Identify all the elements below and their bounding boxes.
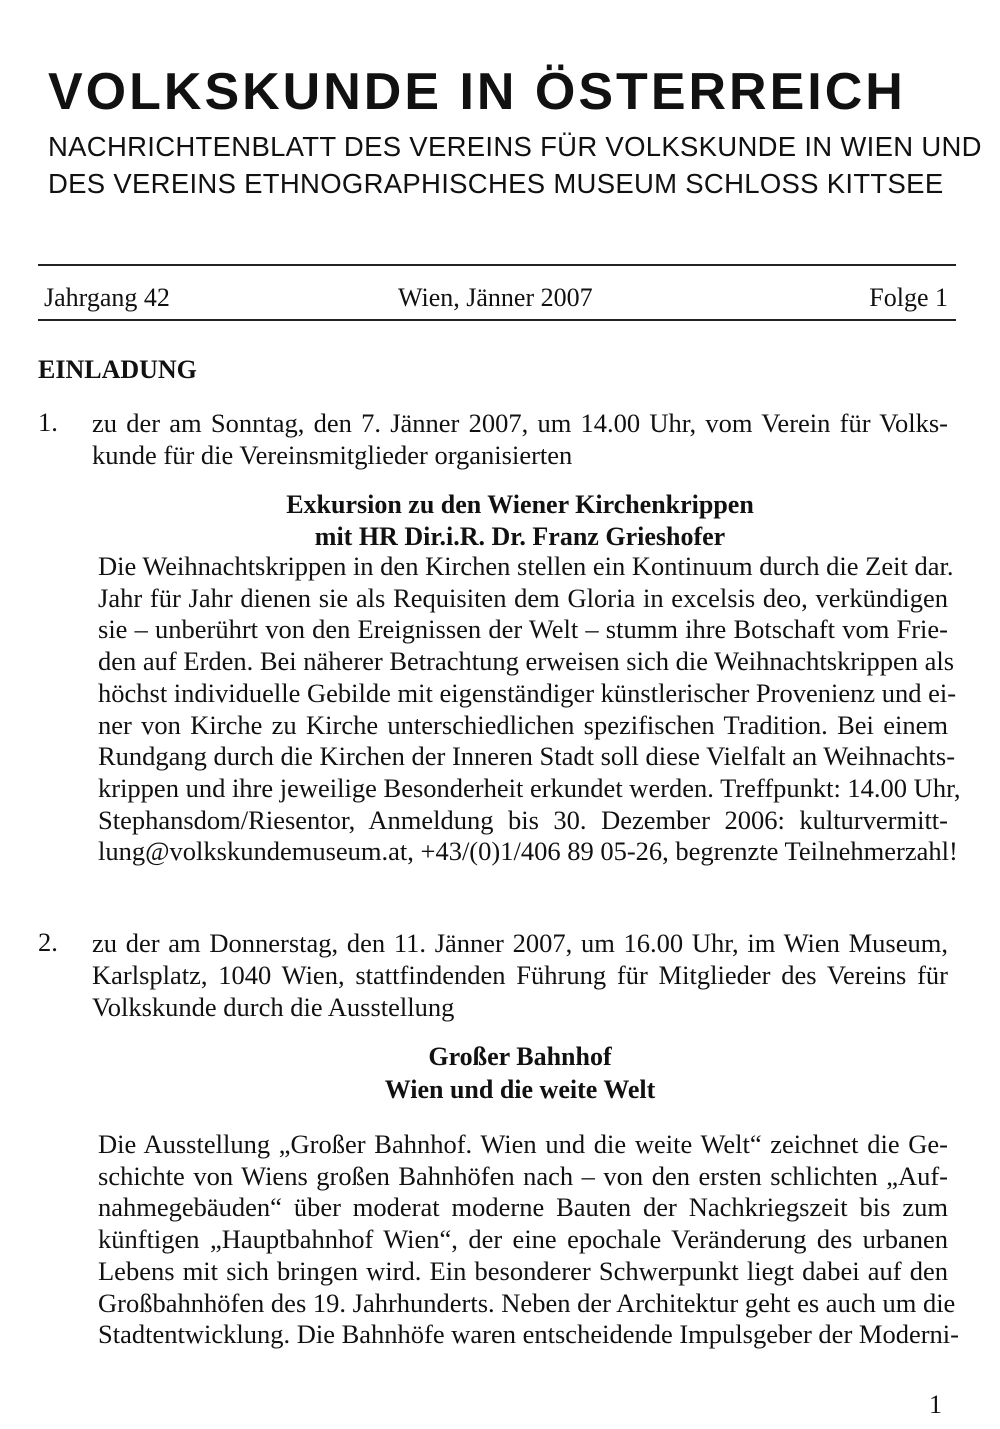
body-line: Rundgang durch die Kirchen der Inneren Stadt soll diese Vielfalt an Weihnachts- bbox=[98, 741, 956, 772]
body-line: Jahr für Jahr dienen sie als Requisiten dem Gloria in excelsis deo, verkündigen bbox=[98, 582, 948, 613]
masthead-subtitle-line: DES VEREINS ETHNOGRAPHISCHES MUSEUM SCHLOSS KITTSEE bbox=[48, 168, 944, 199]
item-intro-line: Karlsplatz, 1040 Wien, stattfindenden Führung für Mitglieder des Vereins für bbox=[92, 960, 948, 990]
body-line: Die Weihnachtskrippen in den Kirchen stellen ein Kontinuum durch die Zeit dar. bbox=[98, 551, 954, 581]
body-line: lung@volkskundemuseum.at, +43/(0)1/406 89 05-26, begrenzte Teilnehmerzahl! bbox=[98, 836, 958, 867]
event-title-line: Exkursion zu den Wiener Kirchenkrippen bbox=[286, 490, 754, 519]
item-number: 1. bbox=[38, 407, 58, 437]
body-line: den auf Erden. Bei näherer Betrachtung erweisen sich die Weihnachtskrippen als bbox=[98, 646, 955, 677]
body-line: Großbahnhöfen des 19. Jahrhunderts. Neben der Architektur geht es auch um die bbox=[98, 1287, 956, 1318]
body-line: nahmegebäuden“ über moderat moderne Bauten der Nachkriegszeit bis zum bbox=[98, 1192, 948, 1223]
issue-place-date: Wien, Jänner 2007 bbox=[398, 283, 593, 312]
item-intro-line: Volkskunde durch die Ausstellung bbox=[92, 992, 455, 1022]
issue-number: Folge 1 bbox=[869, 283, 948, 312]
body-line: ner von Kirche zu Kirche unterschiedlichen spezifischen Tradition. Bei einem bbox=[98, 709, 948, 740]
page-number: 1 bbox=[929, 1390, 942, 1419]
section-heading: EINLADUNG bbox=[38, 355, 197, 384]
body-line: schichte von Wiens großen Bahnhöfen nach – von den ersten schlichten „Auf- bbox=[98, 1160, 948, 1191]
body-line: höchst individuelle Gebilde mit eigenständiger künstlerischer Provenienz und ei- bbox=[98, 677, 957, 708]
bottom-rule bbox=[38, 319, 956, 321]
body-line: krippen und ihre jeweilige Besonderheit erkundet werden. Treffpunkt: 14.00 Uhr, bbox=[98, 772, 961, 803]
body-line: Stadtentwicklung. Die Bahnhöfe waren entscheidende Impulsgeber der Moderni- bbox=[98, 1319, 959, 1350]
event-title-line: Wien und die weite Welt bbox=[384, 1075, 656, 1104]
body-line: Stephansdom/Riesentor, Anmeldung bis 30. Dezember 2006: kulturvermitt- bbox=[98, 804, 948, 835]
event-title-line: Großer Bahnhof bbox=[428, 1042, 612, 1071]
item-intro-line: zu der am Donnerstag, den 11. Jänner 2007, um 16.00 Uhr, im Wien Museum, bbox=[92, 928, 948, 958]
body-line: Die Ausstellung „Großer Bahnhof. Wien und die weite Welt“ zeichnet die Ge- bbox=[98, 1129, 948, 1159]
item-intro-line: zu der am Sonntag, den 7. Jänner 2007, um 14.00 Uhr, vom Verein für Volks- bbox=[92, 408, 948, 438]
masthead-title: VOLKSKUNDE IN ÖSTERREICH bbox=[48, 63, 906, 121]
body-line: Lebens mit sich bringen wird. Ein besonderer Schwerpunkt liegt dabei auf den bbox=[98, 1255, 948, 1286]
body-line: künftigen „Hauptbahnhof Wien“, der eine epochale Veränderung des urbanen bbox=[98, 1224, 948, 1255]
item-intro-line: kunde für die Vereinsmitglieder organisierten bbox=[92, 440, 573, 470]
event-title-line: mit HR Dir.i.R. Dr. Franz Grieshofer bbox=[314, 522, 726, 551]
masthead-subtitle-line: NACHRICHTENBLATT DES VEREINS FÜR VOLKSKUNDE IN WIEN UND bbox=[48, 131, 982, 162]
body-line: sie – unberührt von den Ereignissen der Welt – stumm ihre Botschaft vom Frie- bbox=[98, 614, 948, 645]
issue-volume: Jahrgang 42 bbox=[44, 283, 170, 312]
top-rule bbox=[38, 264, 956, 266]
item-number: 2. bbox=[38, 927, 58, 957]
